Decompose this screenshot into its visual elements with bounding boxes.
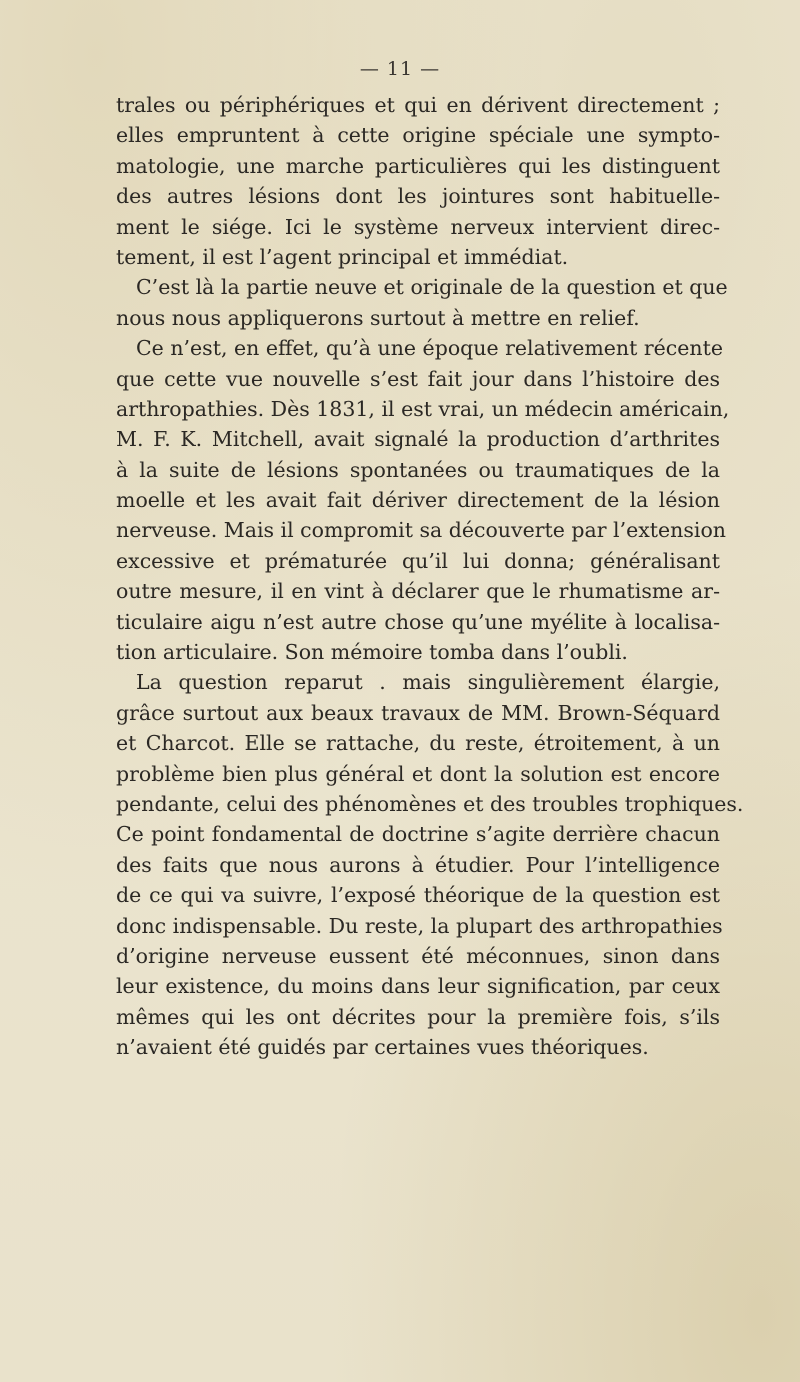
text-line: pendante, celui des phénomènes et des troubles trophiques. — [116, 791, 744, 816]
text-line: La question reparut . mais singulièrement élargie, — [136, 670, 720, 695]
body-text — [116, 90, 744, 1063]
text-line: leur existence, du moins dans leur signification, par ceux — [116, 974, 720, 999]
page-number: — 11 — — [359, 58, 441, 80]
text-line: à la suite de lésions spontanées ou traumatiques de la — [116, 457, 720, 482]
text-line: tion articulaire. Son mémoire tomba dans l’oubli. — [116, 640, 628, 665]
text-line: arthropathies. Dès 1831, il est vrai, un médecin américain, — [116, 396, 730, 421]
text-line: grâce surtout aux beaux travaux de MM. Brown-Séquard — [116, 700, 720, 725]
text-line: problème bien plus général et dont la solution est encore — [116, 761, 720, 786]
text-line: M. F. K. Mitchell, avait signalé la production d’arthrites — [116, 427, 720, 452]
text-line: outre mesure, il en vint à déclarer que le rhumatisme ar- — [116, 579, 720, 604]
text-line: trales ou périphériques et qui en dérivent directement ; — [116, 93, 720, 117]
text-line: ment le siége. Ici le système nerveux intervient direc- — [116, 214, 720, 239]
text-line: de ce qui va suivre, l’exposé théorique de la question est — [116, 883, 720, 908]
text-line: moelle et les avait fait dériver directement de la lésion — [116, 488, 720, 513]
text-line: C’est là la partie neuve et originale de la question et que — [136, 275, 728, 300]
text-line: nous nous appliquerons surtout à mettre en relief. — [116, 305, 640, 330]
text-line: des autres lésions dont les jointures sont habituelle- — [116, 184, 720, 209]
text-line: et Charcot. Elle se rattache, du reste, étroitement, à un — [116, 731, 720, 756]
text-line: mêmes qui les ont décrites pour la première fois, s’ils — [116, 1004, 720, 1029]
text-line: d’origine nerveuse eussent été méconnues, sinon dans — [116, 943, 720, 968]
text-line: excessive et prématurée qu’il lui donna; généralisant — [116, 548, 720, 573]
text-line: matologie, une marche particulières qui les distinguent — [116, 153, 720, 178]
text-line: ticulaire aigu n’est autre chose qu’une myélite à localisa- — [116, 609, 720, 634]
text-line: Ce point fondamental de doctrine s’agite derrière chacun — [116, 822, 720, 847]
text-line: n’avaient été guidés par certaines vues théoriques. — [116, 1035, 649, 1060]
text-line: Ce n’est, en effet, qu’à une époque relativement récente — [136, 336, 723, 361]
text-line: elles empruntent à cette origine spéciale une sympto- — [116, 123, 720, 148]
text-line: tement, il est l’agent principal et immédiat. — [116, 244, 569, 269]
text-line: donc indispensable. Du reste, la plupart des arthropathies — [116, 913, 723, 938]
text-line: nerveuse. Mais il compromit sa découverte par l’extension — [116, 518, 727, 543]
text-line: que cette vue nouvelle s’est fait jour dans l’histoire des — [116, 366, 720, 391]
text-line: des faits que nous aurons à étudier. Pour l’intelligence — [116, 852, 720, 877]
